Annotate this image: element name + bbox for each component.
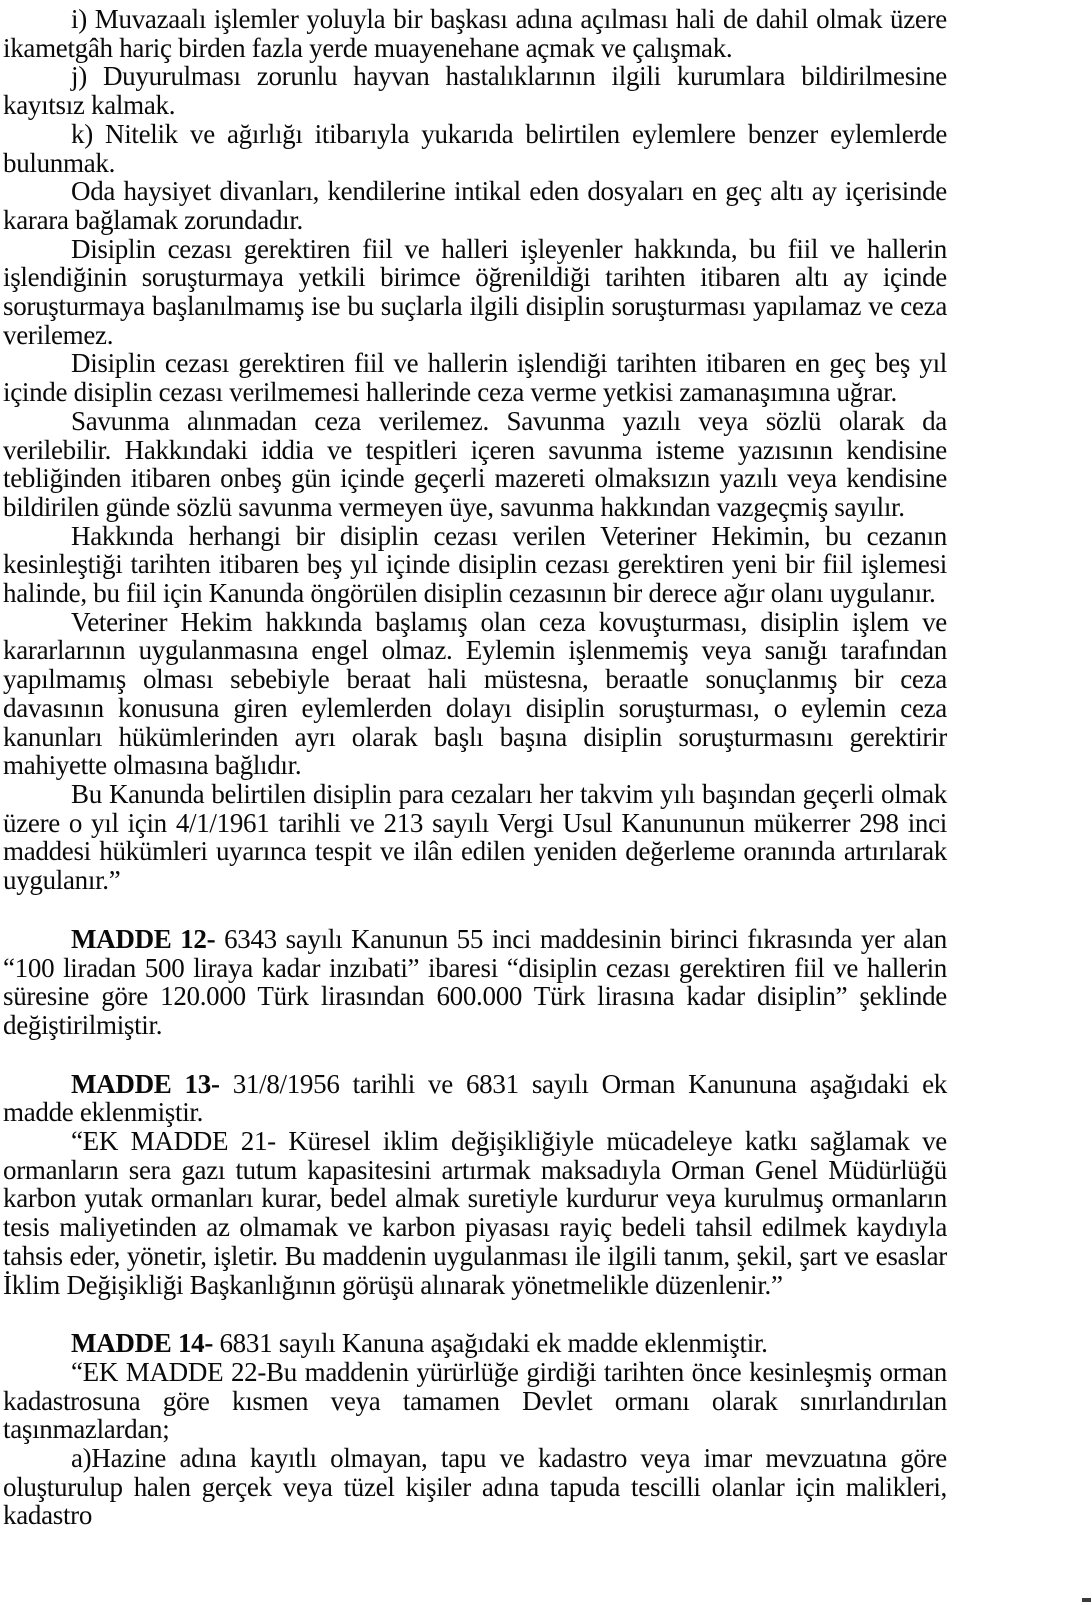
paragraph [3,522,947,608]
paragraph [3,407,947,522]
article-label: MADDE 12- [71,923,216,954]
paragraph-text: a)Hazine adına kayıtlı olmayan, tapu ve kadastro veya imar mevzuatına göre oluşturulup halen gerçek veya tüzel kişiler adına tapuda tescilli olanlar için malikleri, kadastro [3,1443,947,1531]
paragraph [3,1127,947,1299]
article-paragraph [3,1070,947,1127]
paragraph [3,62,947,119]
document-body [3,5,947,1530]
paragraph [3,235,947,350]
paragraph [3,5,947,62]
paragraph [3,177,947,234]
paragraph-text: j) Duyurulması zorunlu hayvan hastalıklarının ilgili kurumlara bildirilmesine kayıtsız kalmak. [3,61,947,121]
article-paragraph [3,1329,947,1358]
paragraph-text: “EK MADDE 22-Bu maddenin yürürlüğe girdiği tarihten önce kesinleşmiş orman kadastrosuna göre kısmen veya tamamen Devlet ormanı olarak sınırlandırılan taşınmazlardan; [3,1356,947,1445]
paragraph-text: Disiplin cezası gerektiren fiil ve hallerin işlendiği tarihten itibaren en geç beş yıl içinde disiplin cezası verilmemesi hallerinde ceza verme yetkisi zamanaşımına uğrar. [3,348,947,408]
paragraph-text: Oda haysiyet divanları, kendilerine intikal eden dosyaları en geç altı ay içerisinde karara bağlamak zorundadır. [3,176,947,235]
paragraph-text: Disiplin cezası gerektiren fiil ve halleri işleyenler hakkında, bu fiil ve hallerin işlendiğinin soruşturmaya yetkili birimce öğrenildiği tarihten itibaren altı ay içinde soruşturmaya başlanılmamış ise bu suçlarla ilgili disiplin soruşturması yapılamaz ve ceza verilemez. [3,233,947,350]
paragraph-text: Savunma alınmadan ceza verilemez. Savunma yazılı veya sözlü olarak da verilebilir. Hakkındaki iddia ve tespitleri içeren savunma isteme yazısının kendisine tebliğinden itibaren onbeş gün içinde geçerli mazereti olmaksızın yazılı veya kendisine bildirilen günde sözlü savunma vermeyen üye, savunma hakkından vazgeçmiş sayılır. [3,405,947,522]
paragraph [3,608,947,780]
article-label: MADDE 13- [71,1068,220,1099]
paragraph-text: 6831 sayılı Kanuna aşağıdaki ek madde eklenmiştir. [213,1328,768,1359]
paragraph-text: Hakkında herhangi bir disiplin cezası verilen Veteriner Hekimin, bu cezanın kesinleştiği tarihten itibaren beş yıl içinde disiplin cezası gerektiren yeni bir fiil işlemesi halinde, bu fiil için Kanunda öngörülen disiplin cezasının bir derece ağır olanı uygulanır. [3,520,947,609]
paragraph-text: “EK MADDE 21- Küresel iklim değişikliğiyle mücadeleye katkı sağlamak ve ormanların sera gazı tutum kapasitesini artırmak maksadıyla Orman Genel Müdürlüğü karbon yutak ormanları kurar, bedel almak suretiyle kurdurur veya kurulmuş ormanların tesis maliyetinden az olmamak ve karbon piyasası rayiç bedeli tahsil edilmek kaydıyla tahsis eder, yönetir, işletir. Bu maddenin uygulanması ile ilgili tanım, şekil, şart ve esaslar İklim Değişikliği Başkanlığının görüşü alınarak yönetmelikle düzenlenir.” [3,1126,947,1300]
paragraph-text: Veteriner Hekim hakkında başlamış olan ceza kovuşturması, disiplin işlem ve kararlarının uygulanmasına engel olmaz. Eylemin işlenmemiş veya sanığı tarafından yapılmamış olması sebebiyle beraat hali müstesna, beraatle sonuçlanmış bir ceza davasının konusuna giren eylemlerden dolayı disiplin soruşturması, o eylemin ceza kanunları hükümlerinden ayrı olarak başlı başına disiplin soruşturmasını gerektirir mahiyette olmasına bağlıdır. [3,606,947,781]
paragraph-text: k) Nitelik ve ağırlığı itibarıyla yukarıda belirtilen eylemlere benzer eylemlerde bulunmak. [3,118,947,178]
scan-artifact [1082,1598,1091,1602]
paragraph-text: 6343 sayılı Kanunun 55 inci maddesinin birinci fıkrasında yer alan “100 liradan 500 liraya kadar inzıbati” ibaresi “disiplin cezası gerektiren fiil ve hallerin süresine göre 120.000 Türk lirasından 600.000 Türk lirasına kadar disiplin” şeklinde değiştirilmiştir. [3,923,947,1040]
paragraph [3,120,947,177]
paragraph [3,1444,947,1530]
paragraph-text: i) Muvazaalı işlemler yoluyla bir başkası adına açılması hali de dahil olmak üzere ikametgâh hariç birden fazla yerde muayenehane açmak ve çalışmak. [3,4,947,63]
article-paragraph [3,925,947,1040]
paragraph [3,349,947,406]
article-label: MADDE 14- [71,1328,214,1359]
paragraph [3,780,947,895]
paragraph-text: Bu Kanunda belirtilen disiplin para cezaları her takvim yılı başından geçerli olmak üzere o yıl için 4/1/1961 tarihli ve 213 sayılı Vergi Usul Kanununun mükerrer 298 inci maddesi hükümleri uyarınca tespit ve ilân edilen yeniden değerleme oranında artırılarak uygulanır.” [3,778,947,896]
paragraph-text: 31/8/1956 tarihli ve 6831 sayılı Orman Kanununa aşağıdaki ek madde eklenmiştir. [3,1068,947,1128]
paragraph [3,1358,947,1444]
